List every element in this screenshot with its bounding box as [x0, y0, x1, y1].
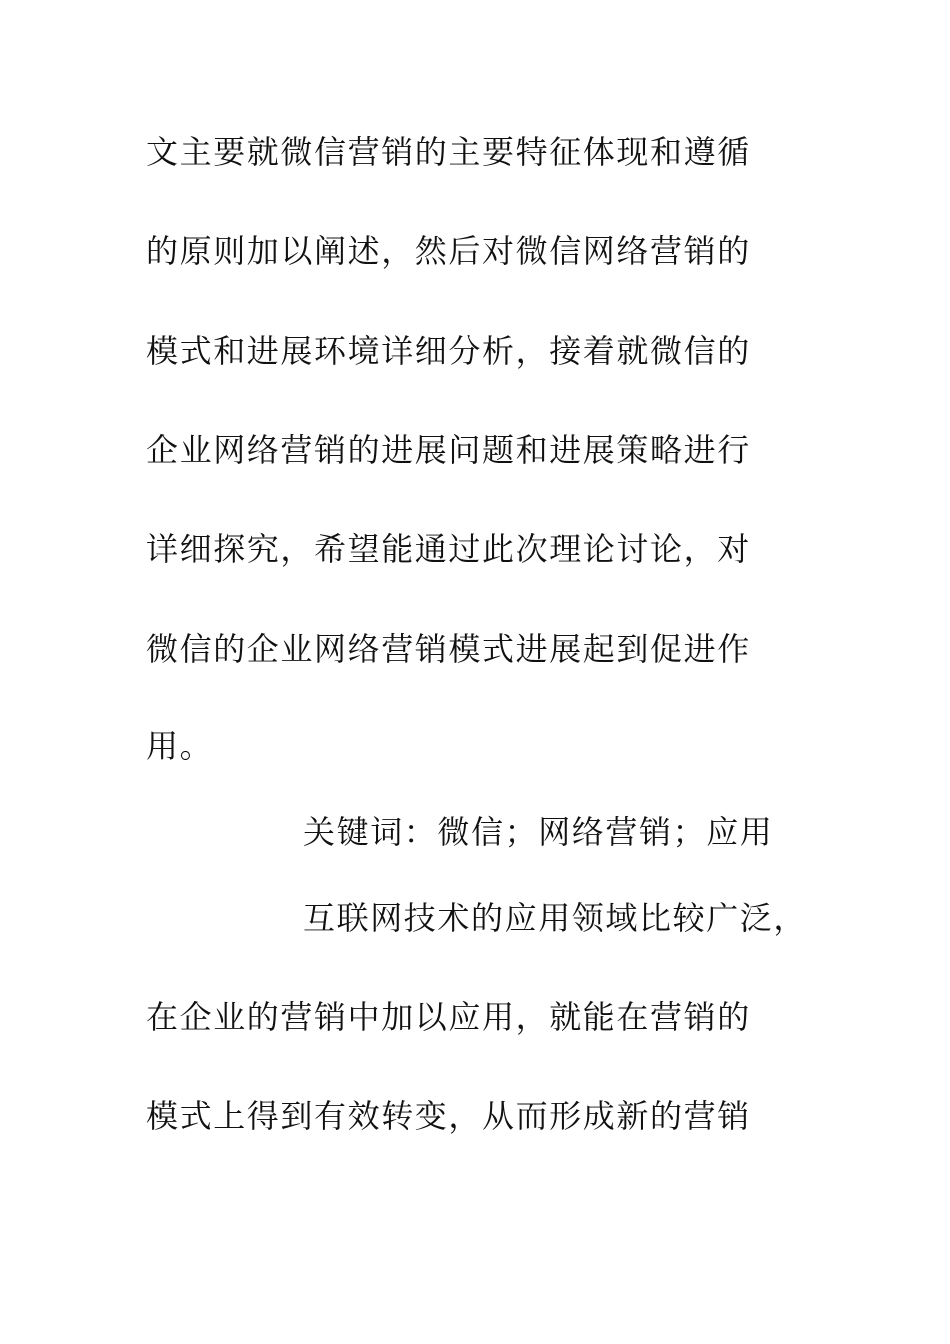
abstract-line: 文主要就微信营销的主要特征体现和遵循	[146, 133, 751, 171]
abstract-line: 企业网络营销的进展问题和进展策略进行	[146, 431, 751, 469]
abstract-line: 用。	[146, 727, 214, 765]
body-line: 模式上得到有效转变，从而形成新的营销	[146, 1097, 751, 1135]
abstract-line: 微信的企业网络营销模式进展起到促进作	[146, 630, 751, 668]
body-line: 互联网技术的应用领域比较广泛，	[303, 899, 808, 937]
abstract-line: 模式和进展环境详细分析，接着就微信的	[146, 332, 751, 370]
keywords-line: 关键词：微信；网络营销；应用	[303, 813, 774, 851]
abstract-line: 详细探究，希望能通过此次理论讨论，对	[146, 530, 751, 568]
body-line: 在企业的营销中加以应用，就能在营销的	[146, 998, 751, 1036]
abstract-line: 的原则加以阐述，然后对微信网络营销的	[146, 232, 751, 270]
